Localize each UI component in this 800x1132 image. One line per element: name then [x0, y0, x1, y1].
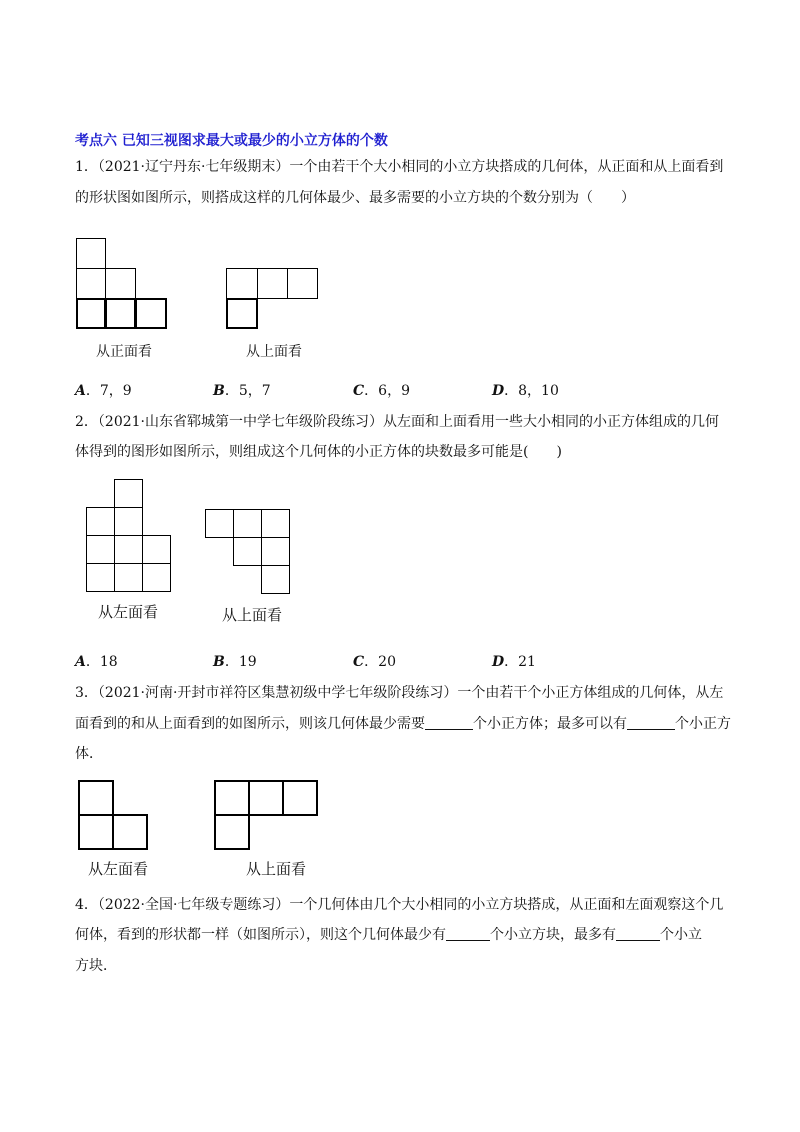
- q3-blank-min[interactable]: [425, 715, 473, 730]
- q2-top-view-figure: [205, 509, 292, 596]
- q2-option-d[interactable]: D．21: [492, 654, 536, 670]
- q3-left-view-figure: [78, 780, 149, 850]
- q3-blank-max[interactable]: [627, 715, 675, 730]
- q2-line-2: 体得到的图形如图所示，则组成这个几何体的小正方体的块数最多可能是( ): [75, 444, 562, 460]
- q2-top-view-caption: 从上面看: [222, 606, 283, 624]
- section-title: 考点六 已知三视图求最大或最少的小立方体的个数: [75, 133, 388, 149]
- q1-option-d[interactable]: D．8，10: [492, 383, 559, 399]
- q3-line-3: 体．: [75, 746, 103, 762]
- q2-line-1: 2．（2021·山东省郓城第一中学七年级阶段练习）从左面和上面看用一些大小相同的小正方体组成的几何: [75, 414, 719, 430]
- q2-option-b[interactable]: B．19: [213, 654, 257, 670]
- q1-top-view-caption: 从上面看: [246, 344, 302, 360]
- q1-top-view-figure: [226, 268, 319, 330]
- q4-line-1: 4．（2022·全国·七年级专题练习）一个几何体由几个大小相同的小立方块搭成，从正面和左面观察这个几: [75, 897, 724, 913]
- q3-top-view-caption: 从上面看: [246, 860, 307, 878]
- q1-line-2: 的形状图如图所示，则搭成这样的几何体最少、最多需要的小立方块的个数分别为（ ）: [75, 190, 635, 206]
- q4-line-2: 何体，看到的形状都一样（如图所示），则这个几何体最少有 个小立方块，最多有 个小立: [75, 927, 702, 943]
- q1-option-b[interactable]: B．5，7: [213, 383, 271, 399]
- q3-left-view-caption: 从左面看: [88, 860, 149, 878]
- q1-line-1: 1．（2021·辽宁丹东·七年级期末）一个由若干个大小相同的小立方块搭成的几何体，从正面和从上面看到: [75, 159, 724, 175]
- q1-option-a[interactable]: A．7，9: [75, 383, 132, 399]
- q1-front-view-caption: 从正面看: [96, 344, 152, 360]
- q3-top-view-figure: [214, 780, 318, 850]
- q4-blank-max[interactable]: [616, 926, 660, 941]
- q2-option-c[interactable]: C．20: [353, 654, 396, 670]
- q1-front-view-figure: [76, 238, 168, 330]
- q2-option-a[interactable]: A．18: [75, 654, 118, 670]
- q4-blank-min[interactable]: [446, 926, 490, 941]
- q3-line-1: 3．（2021·河南·开封市祥符区集慧初级中学七年级阶段练习）一个由若干个小正方体组成的几何体，从左: [75, 685, 724, 701]
- q3-line-2: 面看到的和从上面看到的如图所示，则该几何体最少需要 个小正方体；最多可以有 个小正方: [75, 716, 731, 732]
- q2-left-view-caption: 从左面看: [98, 603, 159, 621]
- q1-option-c[interactable]: C．6，9: [353, 383, 410, 399]
- q4-line-3: 方块．: [75, 958, 117, 974]
- q2-left-view-figure: [86, 479, 172, 594]
